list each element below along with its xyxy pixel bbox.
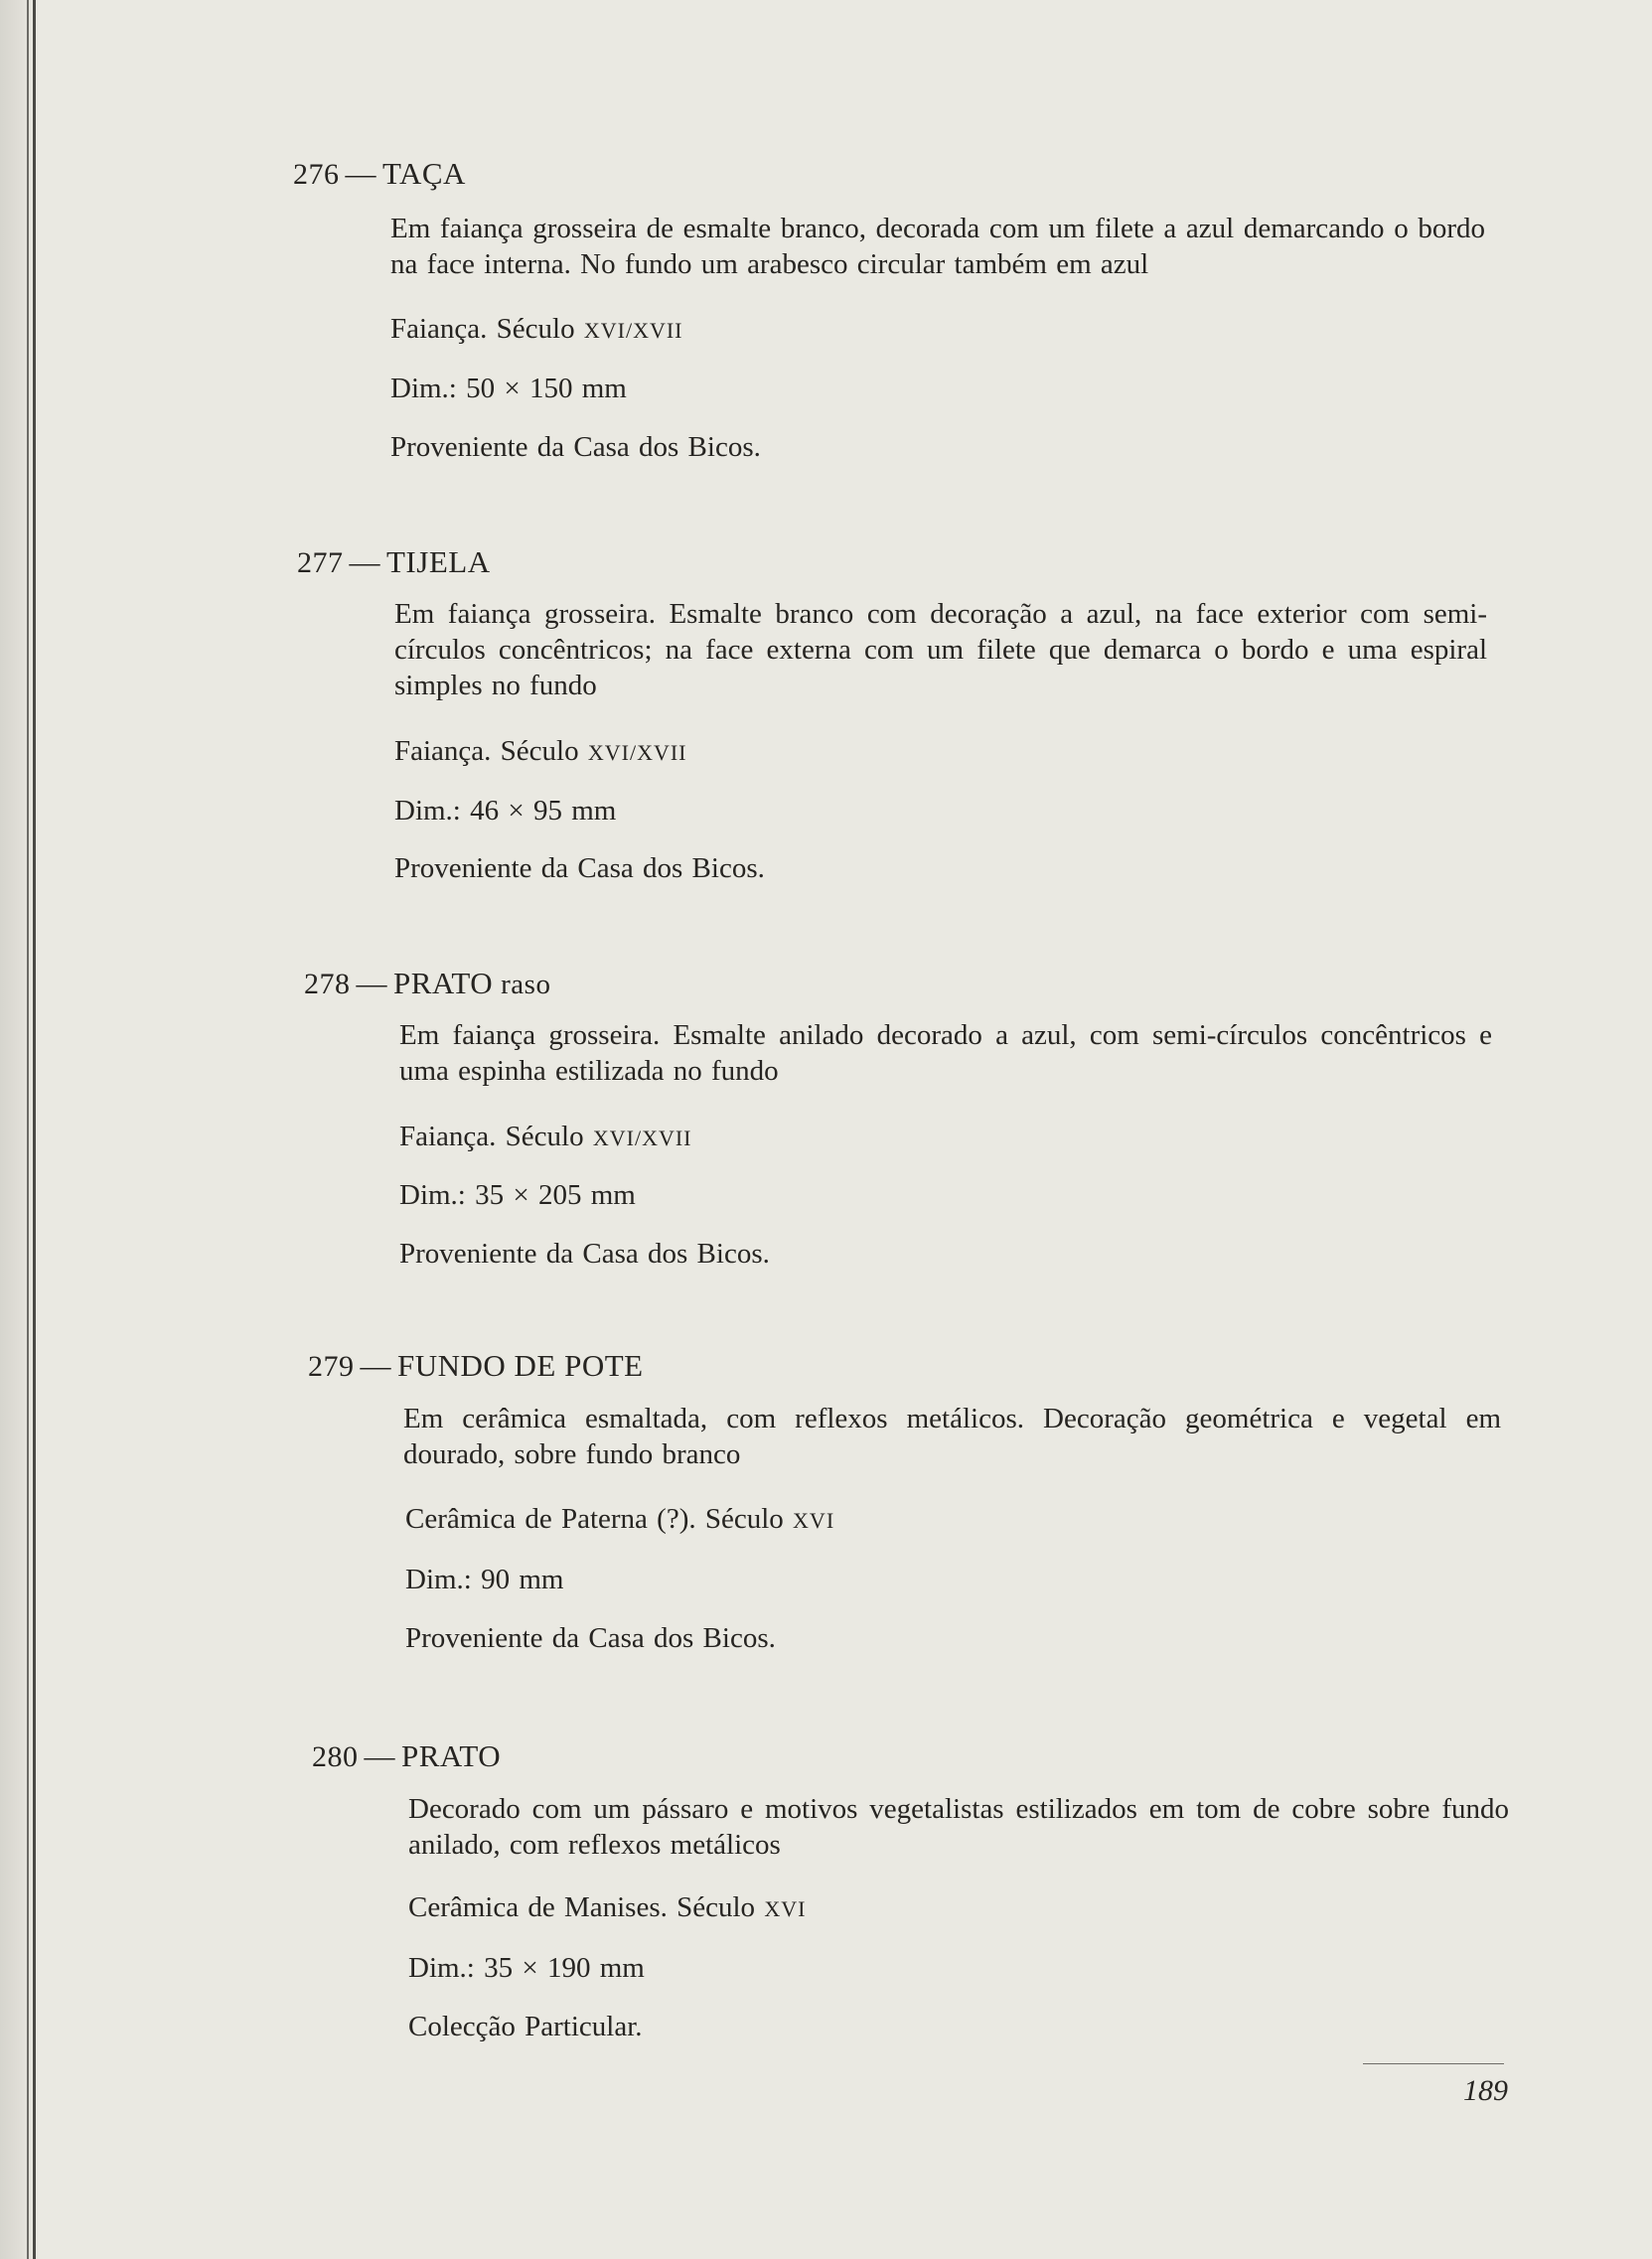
century-text: XVI/XVII (583, 318, 683, 343)
entry-title (304, 966, 550, 1001)
century-text: XVI (764, 1896, 807, 1921)
entry-provenance: Proveniente da Casa dos Bicos. (390, 431, 761, 463)
entry-number: 279 (308, 1350, 355, 1383)
century-text: XVI (793, 1508, 835, 1533)
entry-name: PRATO (401, 1738, 502, 1773)
entry-title (293, 156, 466, 192)
material-text: Faiança. Século (399, 1121, 584, 1152)
entry-dash: — (364, 1738, 395, 1773)
century-text: XVI/XVII (587, 740, 687, 765)
entry-dimensions: Dim.: 50 × 150 mm (390, 373, 627, 404)
book-spine-edge (0, 0, 36, 2259)
page-number: 189 (1463, 2074, 1508, 2107)
entry-provenance: Proveniente da Casa dos Bicos. (405, 1622, 776, 1654)
footer-rule (1363, 2063, 1504, 2064)
entry-title (297, 544, 491, 580)
entry-provenance: Proveniente da Casa dos Bicos. (394, 852, 765, 884)
entry-title (312, 1738, 501, 1774)
entry-material (405, 1503, 834, 1536)
entry-dash: — (360, 1348, 391, 1383)
entry-name: TAÇA (382, 156, 466, 191)
entry-material (408, 1891, 806, 1924)
material-text: Faiança. Século (390, 313, 575, 345)
entry-title (308, 1348, 644, 1384)
entry-description: Em faiança grosseira. Esmalte branco com decoração a azul, na face exterior com semi-círculos concêntricos; na face externa com um filete que demarca o bordo e uma espiral simples no fundo (394, 598, 1487, 701)
entry-number: 276 (293, 158, 340, 191)
entry-name: TIJELA (386, 544, 491, 579)
entry-suffix: raso (501, 969, 551, 1000)
entry-description: Em faiança grosseira. Esmalte anilado decorado a azul, com semi-círculos concêntricos e uma espinha estilizada no fundo (399, 1019, 1492, 1087)
century-text: XVI/XVII (592, 1126, 692, 1150)
entry-material (390, 313, 683, 346)
gutter-line (27, 0, 29, 2259)
entry-name: FUNDO DE POTE (397, 1348, 644, 1383)
entry-provenance: Proveniente da Casa dos Bicos. (399, 1238, 770, 1270)
entry-material (394, 735, 687, 768)
entry-provenance: Colecção Particular. (408, 2011, 643, 2042)
entry-number: 280 (312, 1740, 359, 1773)
entry-dash: — (349, 544, 380, 579)
material-text: Faiança. Século (394, 735, 579, 767)
entry-name: PRATO (393, 966, 494, 1000)
entry-dash: — (345, 156, 376, 191)
entry-dimensions: Dim.: 90 mm (405, 1564, 564, 1595)
entry-material (399, 1121, 692, 1153)
entry-dimensions: Dim.: 35 × 190 mm (408, 1952, 645, 1984)
entry-dimensions: Dim.: 35 × 205 mm (399, 1179, 636, 1211)
entry-description: Em faiança grosseira de esmalte branco, decorada com um filete a azul demarcando o bordo na face interna. No fundo um arabesco circular também em azul (390, 213, 1485, 280)
entry-number: 277 (297, 546, 344, 579)
entry-description: Decorado com um pássaro e motivos vegetalistas estilizados em tom de cobre sobre fundo anilado, com reflexos metálicos (408, 1793, 1509, 1861)
entry-number: 278 (304, 968, 351, 1000)
entry-dimensions: Dim.: 46 × 95 mm (394, 795, 617, 827)
entry-description: Em cerâmica esmaltada, com reflexos metálicos. Decoração geométrica e vegetal em dourado, sobre fundo branco (403, 1403, 1501, 1470)
entry-dash: — (356, 966, 387, 1000)
material-text: Cerâmica de Manises. Século (408, 1891, 756, 1923)
material-text: Cerâmica de Paterna (?). Século (405, 1503, 784, 1535)
